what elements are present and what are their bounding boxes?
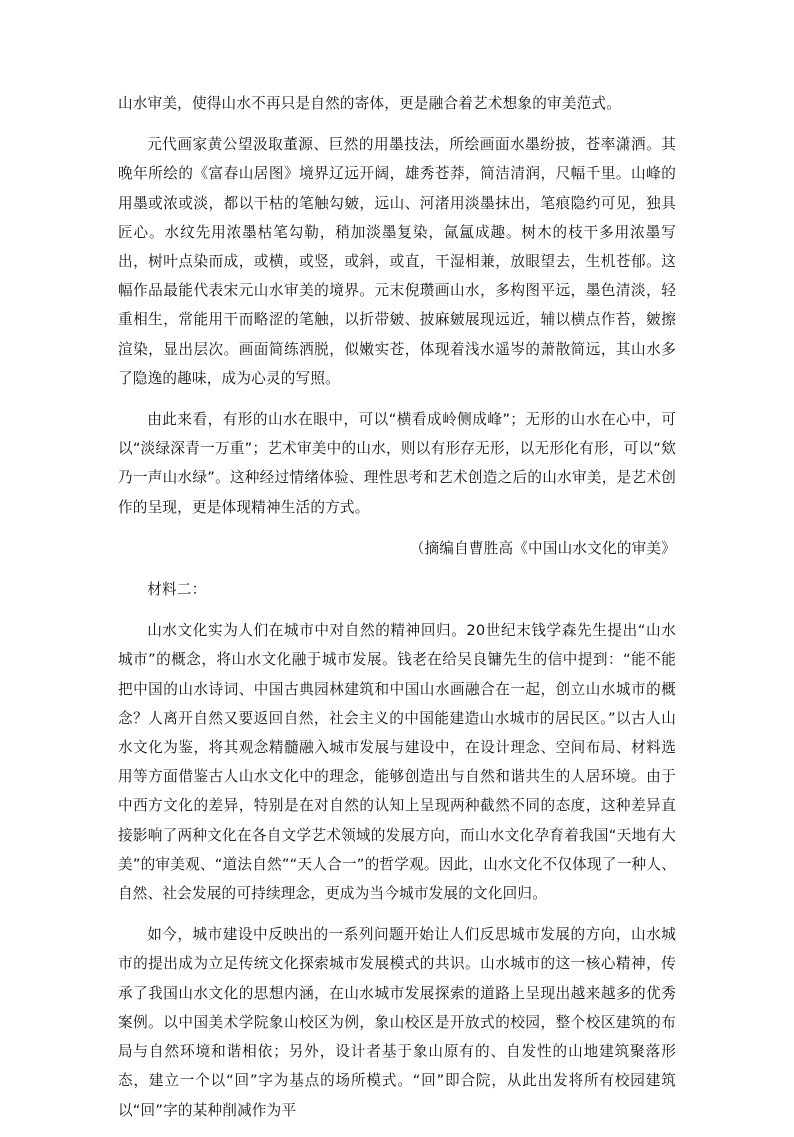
document-page <box>118 89 676 1137</box>
paragraph-4: 山水文化实为人们在城市中对自然的精神回归。20世纪末钱学森先生提出“山水城市”的概念，将山水文化融于城市发展。钱老在给吴良镛先生的信中提到：“能不能把中国的山水诗词、中国古典园林建筑和中国山水画融合在一起，创立山水城市的概念？人离开自然又要返回自然，社会主义的中国能建造山水城市的居民区。”以古人山水文化为鉴，将其观念精髓融入城市发展与建设中，在设计理念、空间布局、材料选用等方面借鉴古人山水文化中的理念，能够创造出与自然和谐共生的人居环境。由于中西方文化的差异，特别是在对自然的认知上呈现两种截然不同的态度，这种差异直接影响了两种文化在各自文学艺术领域的发展方向，而山水文化孕育着我国“天地有大美”的审美观、“道法自然”“天人合一”的哲学观。因此，山水文化不仅体现了一种人、自然、社会发展的可持续理念，更成为当今城市发展的文化回归。 <box>118 622 676 903</box>
paragraph-5: 如今，城市建设中反映出的一系列问题开始让人们反思城市发展的方向，山水城市的提出成为立足传统文化探索城市发展模式的共识。山水城市的这一核心精神，传承了我国山水文化的思想内涵，在山水城市发展探索的道路上呈现出越来越多的优秀案例。以中国美术学院象山校区为例，象山校区是开放式的校园，整个校区建筑的布局与自然环境和谐相依；另外，设计者基于象山原有的、自发性的山地建筑聚落形态，建立一个以“回”字为基点的场所模式。“回”即合院，从此出发将所有校园建筑以“回”字的某种削减作为平 <box>118 926 676 1119</box>
paragraph-1: 山水审美，使得山水不再只是自然的寄体，更是融合着艺术想象的审美范式。 <box>118 95 621 112</box>
paragraph-2: 元代画家黄公望汲取董源、巨然的用墨技法，所绘画面水墨纷披，苍率潇洒。其晚年所绘的《富春山居图》境界辽远开阔，雄秀苍莽，简洁清润，尺幅千里。山峰的用墨或浓或淡，都以干枯的笔触勾皴，远山、河渚用淡墨抹出，笔痕隐约可见，独具匠心。水纹先用浓墨枯笔勾勒，稍加淡墨复染，氤氲成趣。树木的枝干多用浓墨写出，树叶点染而成，或横，或竖，或斜，或直，干湿相兼，放眼望去，生机苍郁。这幅作品最能代表宋元山水审美的境界。元末倪瓒画山水，多构图平远，墨色清淡，轻重相生，常能用干而略涩的笔触，以折带皴、披麻皴展现远近，辅以横点作苔，皴擦渲染，显出层次。画面简练洒脱，似嫩实苍，体现着浅水遥岑的萧散简远，其山水多了隐逸的趣味，成为心灵的写照。 <box>118 136 676 387</box>
paragraph-3: 由此来看，有形的山水在眼中，可以“横看成岭侧成峰”；无形的山水在心中，可以“淡绿深青一万重”；艺术审美中的山水，则以有形存无形，以无形化有形，可以“欸乃一声山水绿”。这种经过情绪体验、理性思考和艺术创造之后的山水审美，是艺术创作的呈现，更是体现精神生活的方式。 <box>118 411 676 516</box>
material-two-heading: 材料二： <box>147 581 207 599</box>
source-citation: （摘编自曹胜高《中国山水文化的审美》 <box>409 539 676 557</box>
